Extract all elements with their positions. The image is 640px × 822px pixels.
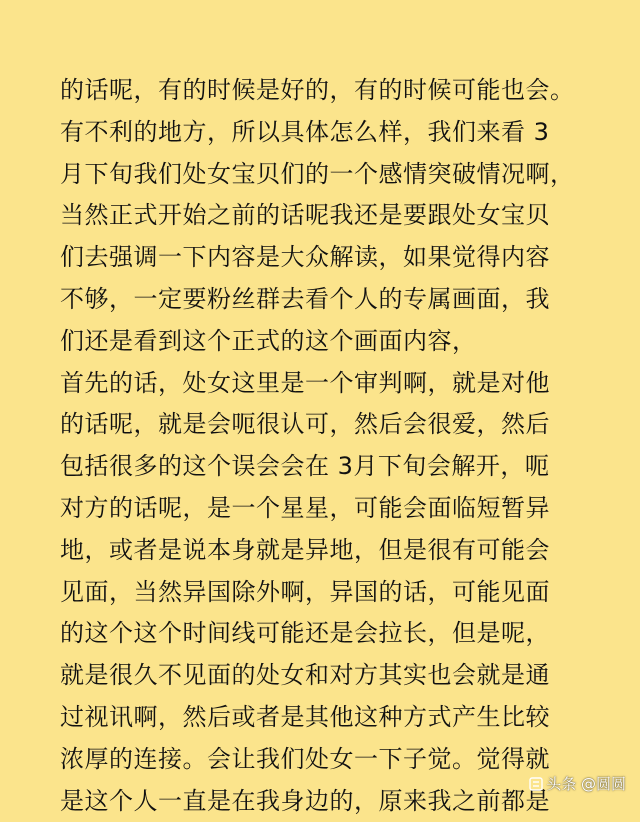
text-line: 首先的话，处女这里是一个审判啊，就是对他 xyxy=(60,368,550,397)
watermark-text: 头条 @圆圆 xyxy=(546,775,626,793)
text-line: 不够，一定要粉丝群去看个人的专属画面，我 xyxy=(60,284,550,313)
text-line: 的这个这个时间线可能还是会拉长，但是呢， xyxy=(60,619,550,648)
article-text xyxy=(60,70,590,822)
text-line: 是这个人一直是在我身边的，原来我之前都是 xyxy=(60,786,550,815)
text-line: 地，或者是说本身就是异地，但是很有可能会 xyxy=(60,535,550,564)
text-line: 过视讯啊，然后或者是其他这种方式产生比较 xyxy=(60,702,550,731)
text-line: 浓厚的连接。会让我们处女一下子觉。觉得就 xyxy=(60,744,550,773)
text-line: 见面，当然异国除外啊，异国的话，可能见面 xyxy=(60,577,550,606)
text-line: 的话呢，就是会呃很认可，然后会很爱，然后 xyxy=(60,410,550,439)
text-line: 的话呢，有的时候是好的，有的时候可能也会。 xyxy=(60,76,575,104)
text-line: 们还是看到这个正式的这个画面内容， xyxy=(60,326,477,355)
watermark xyxy=(529,773,626,794)
text-line: 当然正式开始之前的话呢我还是要跟处女宝贝 xyxy=(60,201,550,230)
text-line: 就是很久不见面的处女和对方其实也会就是通 xyxy=(60,661,550,690)
text-line: 包括很多的这个误会会在 3月下旬会解开，呃 xyxy=(60,452,550,481)
text-line: 对方的话呢，是一个星星，可能会面临短暂异 xyxy=(60,493,550,522)
toutiao-logo-icon xyxy=(529,777,543,791)
text-line: 有不利的地方，所以具体怎么样，我们来看 3 xyxy=(60,117,550,146)
text-line: 月下旬我们处女宝贝们的一个感情突破情况啊， xyxy=(60,159,575,188)
text-line: 们去强调一下内容是大众解读，如果觉得内容 xyxy=(60,243,550,272)
